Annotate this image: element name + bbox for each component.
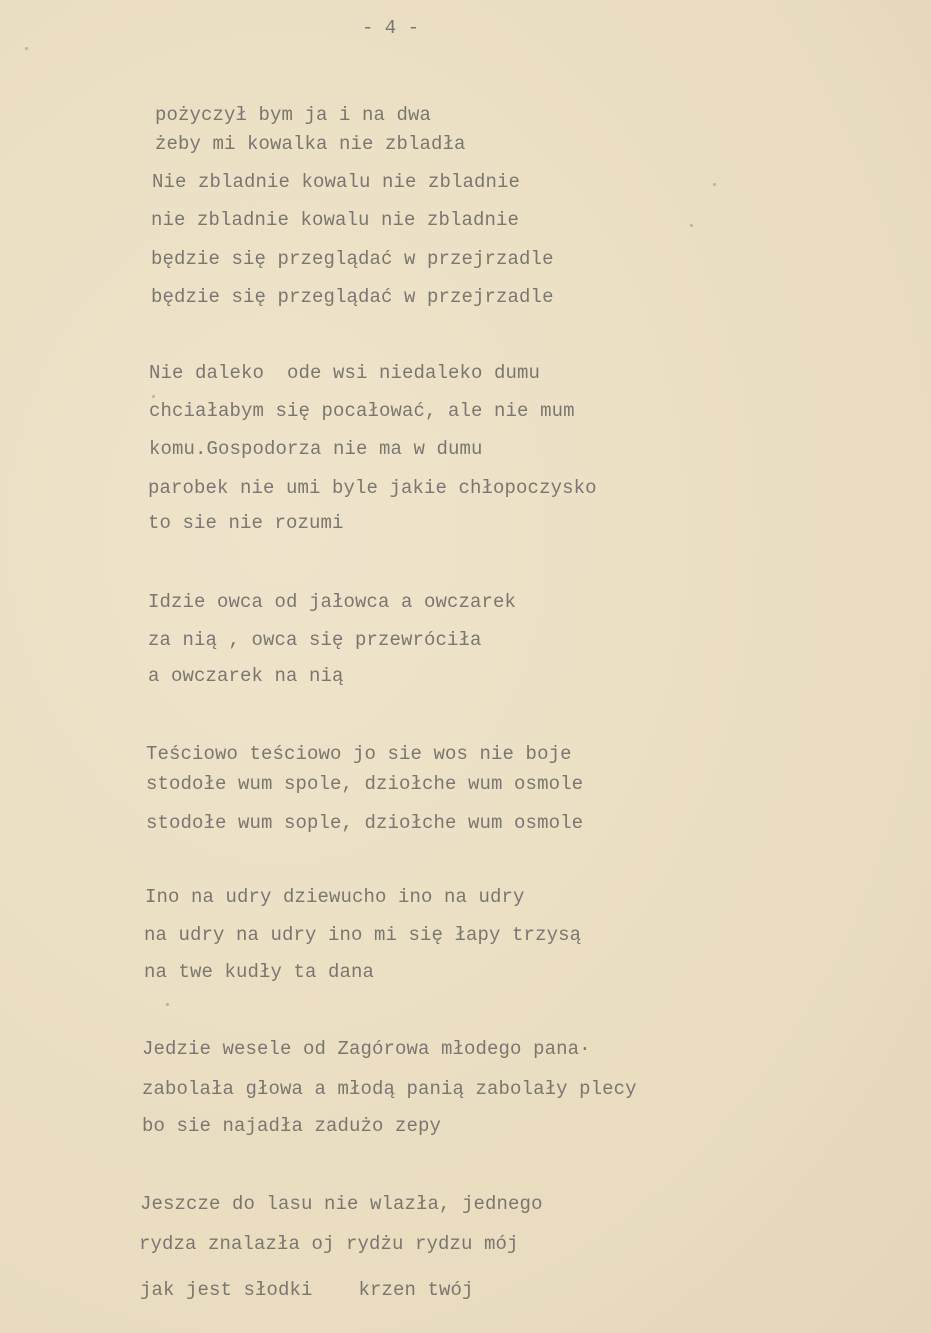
verse-line: na udry na udry ino mi się łapy trzysą xyxy=(144,924,582,946)
verse-line: pożyczył bym ja i na dwa xyxy=(155,104,432,126)
verse-line: Jedzie wesele od Zagórowa młodego pana· xyxy=(142,1038,591,1060)
verse-line: będzie się przeglądać w przejrzadle xyxy=(151,248,554,270)
verse-line: Jeszcze do lasu nie wlazła, jednego xyxy=(140,1193,543,1215)
verse-line: komu.Gospodorza nie ma w dumu xyxy=(149,438,483,460)
verse-line: zabolała głowa a młodą panią zabolały plecy xyxy=(142,1078,637,1100)
verse-line: nie zbladnie kowalu nie zbladnie xyxy=(151,209,520,231)
verse-line: Nie daleko ode wsi niedaleko dumu xyxy=(149,362,541,384)
verse-line: będzie się przeglądać w przejrzadle xyxy=(151,286,554,308)
verse-line: bo sie najadła zadużo zepy xyxy=(142,1115,442,1137)
paper-speck xyxy=(152,395,155,398)
verse-line: parobek nie umi byle jakie chłopoczysko xyxy=(148,477,597,499)
verse-line: a owczarek na nią xyxy=(148,665,344,687)
paper-speck xyxy=(25,47,28,50)
verse-line: rydza znalazła oj rydżu rydzu mój xyxy=(139,1233,519,1255)
verse-line: jak jest słodki krzen twój xyxy=(140,1279,474,1301)
verse-line: stodołe wum sople, dziołche wum osmole xyxy=(146,812,584,834)
paper-speck xyxy=(166,1003,169,1006)
verse-line: Ino na udry dziewucho ino na udry xyxy=(145,886,525,908)
paper-speck xyxy=(690,224,693,227)
verse-line: Nie zbladnie kowalu nie zbladnie xyxy=(152,171,521,193)
paper-speck xyxy=(713,183,716,186)
verse-line: na twe kudły ta dana xyxy=(144,961,375,983)
verse-line: Idzie owca od jałowca a owczarek xyxy=(148,591,517,613)
verse-line: za nią , owca się przewróciła xyxy=(148,629,482,651)
verse-line: stodołe wum spole, dziołche wum osmole xyxy=(146,773,584,795)
verse-line: to sie nie rozumi xyxy=(148,512,344,534)
verse-line: żeby mi kowalka nie zbladła xyxy=(155,133,466,155)
page-number: - 4 - xyxy=(362,17,420,39)
verse-line: chciałabym się pocałować, ale nie mum xyxy=(149,400,575,422)
verse-line: Teściowo teściowo jo sie wos nie boje xyxy=(146,743,572,765)
